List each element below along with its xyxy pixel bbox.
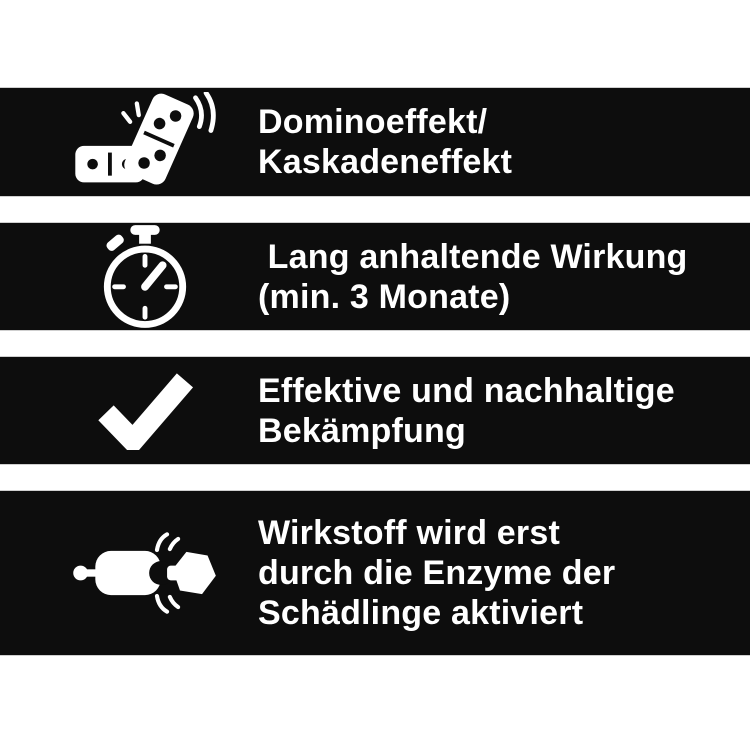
feature-band-duration: [0, 222, 750, 331]
icon-box: [0, 92, 250, 192]
feature-text: [250, 513, 750, 633]
domino-icon: [73, 92, 218, 192]
feature-text: [250, 237, 750, 317]
feature-band-enzyme: [0, 490, 750, 656]
feature-line: Schädlinge aktiviert: [258, 594, 584, 632]
icon-box: [0, 527, 250, 619]
feature-line: Dominoeffekt/: [258, 103, 488, 141]
stopwatch-icon: [98, 225, 192, 329]
feature-band-effective: [0, 356, 750, 465]
icon-box: [0, 225, 250, 329]
feature-line: (min. 3 Monate): [258, 277, 511, 316]
feature-line: Wirkstoff wird erst: [258, 514, 560, 552]
feature-line: Effektive und nachhaltige: [258, 371, 675, 410]
checkmark-icon: [96, 372, 194, 450]
feature-text: [250, 102, 750, 182]
feature-line: Bekämpfung: [258, 411, 466, 450]
feature-line: durch die Enzyme der: [258, 554, 616, 592]
enzyme-activation-icon: [70, 527, 220, 619]
feature-line: Lang anhaltende Wirkung: [258, 237, 688, 276]
feature-band-domino: [0, 87, 750, 197]
feature-line: Kaskadeneffekt: [258, 143, 513, 181]
feature-text: [250, 371, 750, 451]
icon-box: [0, 372, 250, 450]
